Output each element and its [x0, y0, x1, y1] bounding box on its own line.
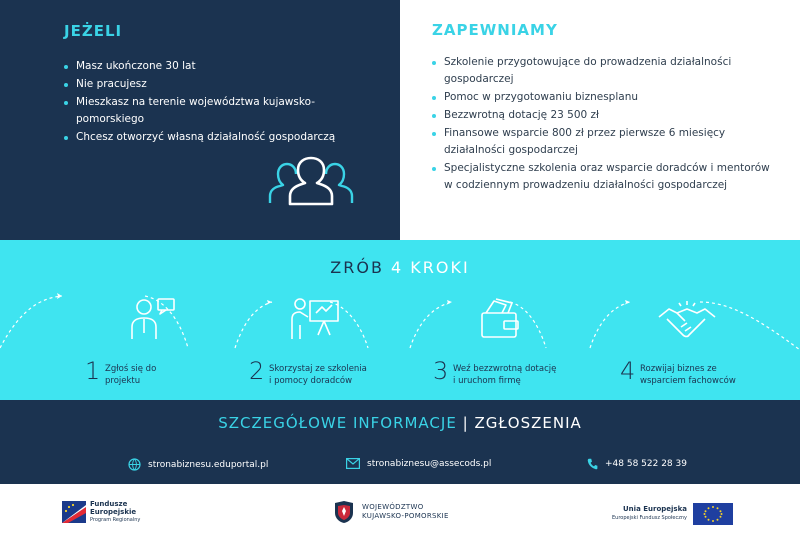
eligibility-heading: JEŻELI: [64, 22, 123, 40]
phone-text: +48 58 522 28 39: [605, 459, 687, 469]
info-title-part1: SZCZEGÓŁOWE INFORMACJE: [218, 414, 457, 432]
steps-section: [0, 240, 800, 400]
eligibility-panel: [0, 0, 400, 240]
wojewodztwo-text: [362, 503, 449, 521]
offer-panel: [400, 0, 800, 240]
logos-footer: [0, 484, 800, 533]
list-item: Nie pracujesz: [64, 76, 354, 93]
steps-title-prefix: ZRÓB: [330, 258, 384, 277]
ue-line2: Europejski Fundusz Społeczny: [612, 515, 687, 521]
ue-logo-text: [612, 505, 687, 523]
presentation-icon: [286, 295, 346, 345]
unia-europejska-logo: [612, 503, 733, 525]
step-2: [246, 295, 426, 395]
people-group-icon: [266, 156, 356, 206]
wallet-icon: [470, 295, 530, 345]
list-item: Pomoc w przygotowaniu biznesplanu: [432, 89, 772, 106]
fe-line1: Fundusze: [90, 500, 128, 508]
email-link[interactable]: [346, 458, 491, 469]
list-item: Szkolenie przygotowujące do prowadzenia działalności gospodarczej: [432, 54, 772, 88]
fe-line2: Europejskie: [90, 508, 137, 516]
step-text: Rozwijaj biznes ze wsparciem fachowców: [640, 364, 736, 386]
info-title: [0, 414, 800, 432]
step-3: [430, 295, 610, 395]
step-text: Weź bezzwrotną dotację i uruchom firmę: [453, 364, 557, 386]
ue-line1: Unia Europejska: [623, 505, 687, 513]
fe-line3: Program Regionalny: [90, 517, 141, 523]
list-item: Chcesz otworzyć własną działalność gospodarczą: [64, 129, 354, 146]
handshake-icon: [657, 295, 717, 345]
list-item: Bezzwrotną dotację 23 500 zł: [432, 107, 772, 124]
info-section: [0, 400, 800, 484]
globe-icon: [128, 458, 141, 471]
person-chat-icon: [122, 295, 182, 345]
info-title-separator: |: [462, 414, 469, 432]
step-number: 2: [249, 357, 265, 385]
phone-link[interactable]: [587, 458, 687, 470]
top-section: [0, 0, 800, 240]
step-1: [82, 295, 265, 395]
email-text: stronabiznesu@assecods.pl: [367, 458, 492, 469]
wojewodztwo-logo: [334, 500, 449, 524]
offer-list: [432, 54, 772, 195]
step-text: Zgłoś się do projektu: [105, 364, 157, 386]
fe-flag-icon: [62, 501, 86, 523]
step-number: 3: [433, 357, 449, 385]
step-4: [617, 295, 797, 395]
step-text: Skorzystaj ze szkolenia i pomocy doradców: [269, 364, 367, 386]
website-link[interactable]: [128, 458, 268, 471]
list-item: Mieszkasz na terenie województwa kujawsko-pomorskiego: [64, 94, 354, 128]
step-number: 4: [620, 357, 636, 385]
eligibility-list: [64, 58, 354, 147]
list-item: Specjalistyczne szkolenia oraz wsparcie doradców i mentorów w codziennym prowadzeniu działalności gospodarczej: [432, 160, 772, 194]
envelope-icon: [346, 458, 360, 469]
list-item: Masz ukończone 30 lat: [64, 58, 354, 75]
list-item: Finansowe wsparcie 800 zł przez pierwsze 6 miesięcy działalności gospodarczej: [432, 125, 772, 159]
woj-line1: WOJEWÓDZTWO: [362, 503, 424, 511]
coat-of-arms-icon: [334, 500, 354, 524]
steps-title-accent: 4 KROKI: [391, 258, 470, 277]
phone-icon: [587, 458, 598, 470]
step-number: 1: [85, 357, 101, 385]
fe-logo-text: [90, 500, 140, 524]
fundusze-europejskie-logo: [62, 500, 140, 524]
offer-heading: ZAPEWNIAMY: [432, 21, 558, 39]
info-title-part2: ZGŁOSZENIA: [474, 414, 582, 432]
eu-flag-icon: [693, 503, 733, 525]
website-text: stronabiznesu.eduportal.pl: [148, 459, 269, 470]
woj-line2: KUJAWSKO-POMORSKIE: [362, 512, 449, 520]
